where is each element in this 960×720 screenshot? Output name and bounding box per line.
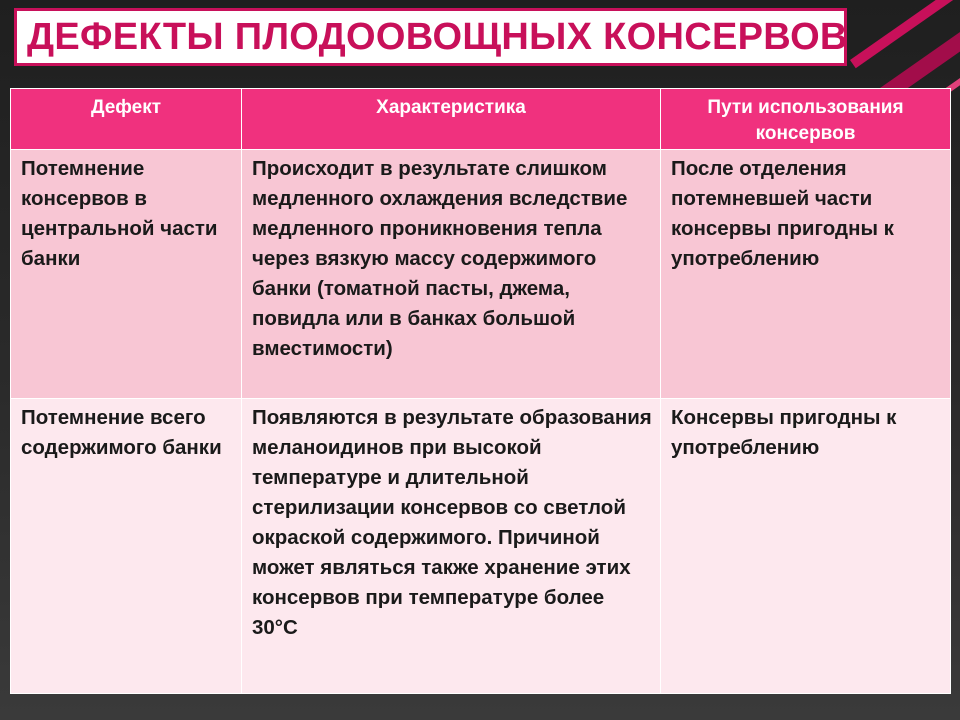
cell-defect: Потемнение всего содержимого банки [11,399,242,694]
defects-table [10,88,951,694]
title-box [14,8,847,66]
cell-usage: Консервы пригодны к употреблению [661,399,951,694]
cell-usage: После отделения потемневшей части консервы пригодны к употреблению [661,150,951,399]
table-row [11,399,951,694]
header-usage: Пути использования консервов [661,89,951,150]
table-header-row [11,89,951,150]
cell-characteristic: Происходит в результате слишком медленного охлаждения вследствие медленного проникновения тепла через вязкую массу содержимого банки (томатной пасты, джема, повидла или в банках большой вместимости) [242,150,661,399]
table-row [11,150,951,399]
header-characteristic: Характеристика [242,89,661,150]
page-title: ДЕФЕКТЫ ПЛОДООВОЩНЫХ КОНСЕРВОВ [27,16,848,58]
header-defect: Дефект [11,89,242,150]
cell-defect: Потемнение консервов в центральной части банки [11,150,242,399]
cell-characteristic: Появляются в результате образования меланоидинов при высокой температуре и длительной стерилизации консервов со светлой окраской содержимого. Причиной может являться также хранение этих консервов при температуре более 30°С [242,399,661,694]
